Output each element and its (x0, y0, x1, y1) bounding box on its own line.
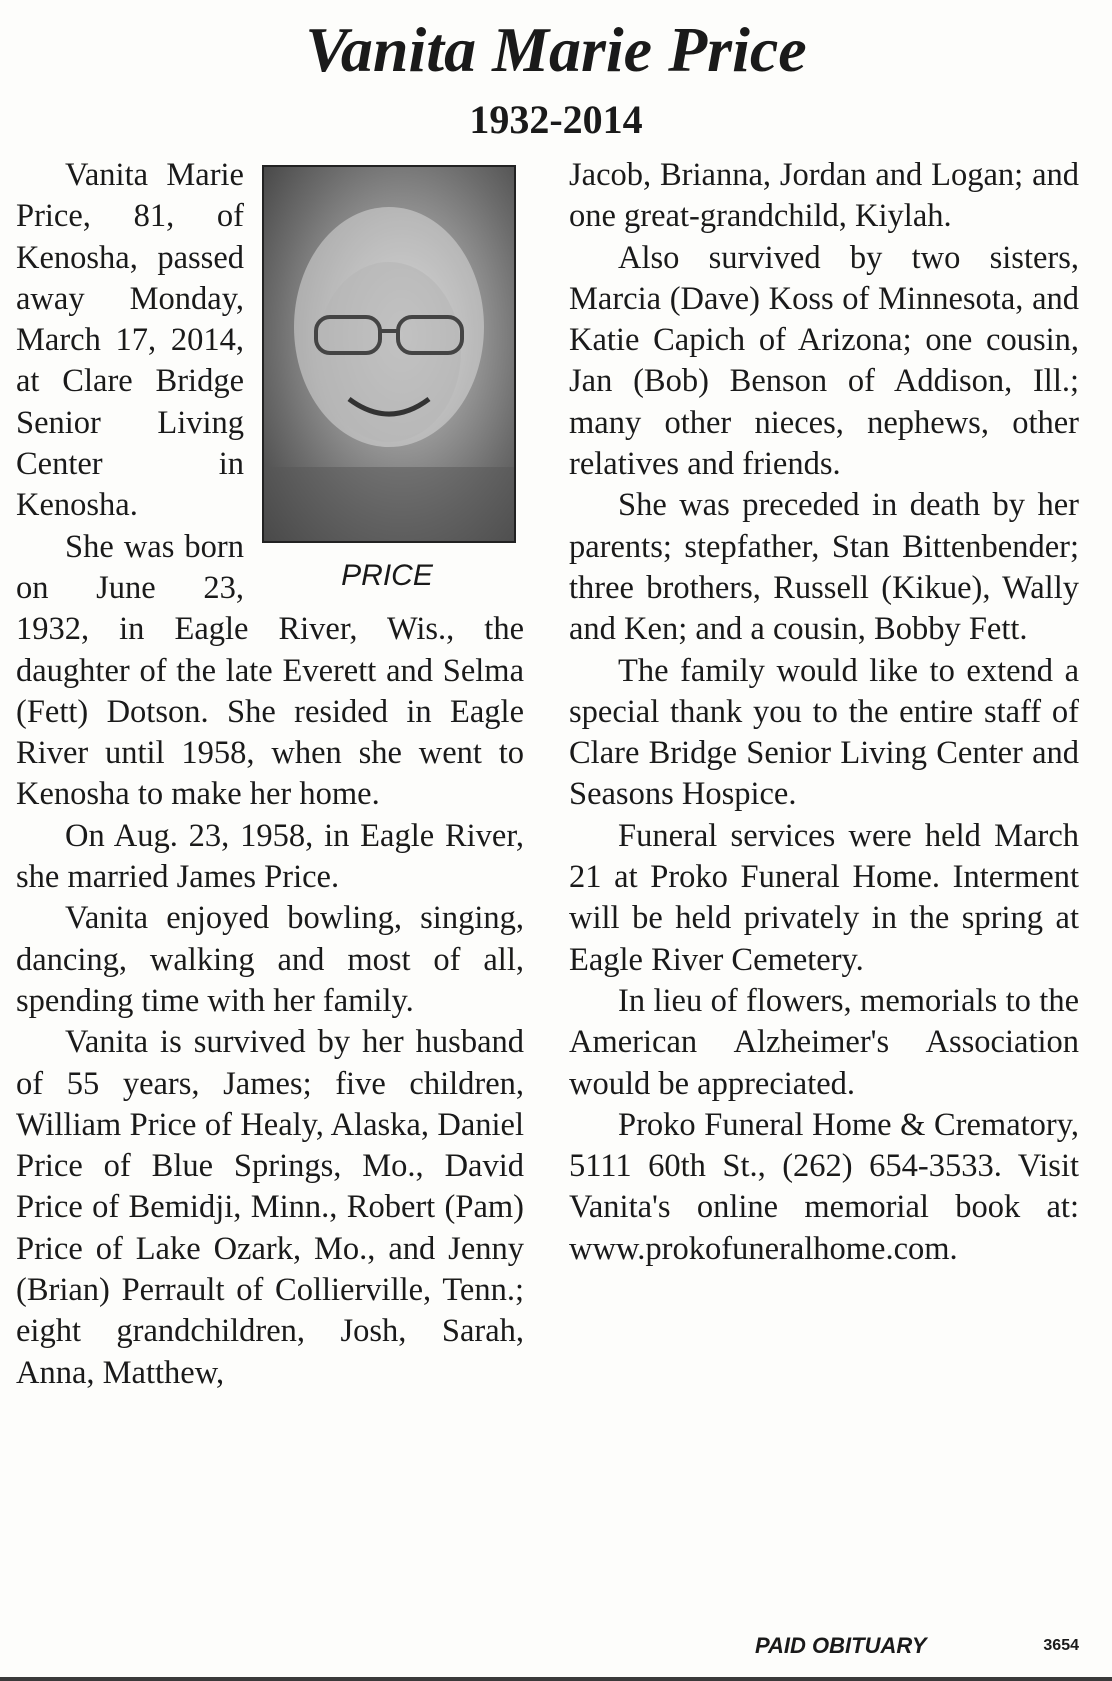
paragraph-marriage: On Aug. 23, 1958, in Eagle River, she married James Price. (16, 817, 524, 896)
paragraph-services: Funeral services were held March 21 at Proko Funeral Home. Interment will be held privately in the spring at Eagle River Cemetery. (569, 817, 1079, 978)
paragraph-survivors-continued: Jacob, Brianna, Jordan and Logan; and one great-grandchild, Kiylah. (569, 157, 1079, 235)
portrait-caption: PRICE (341, 559, 433, 592)
paragraph-intro: Vanita Marie Price, 81, of Kenosha, passed away Monday, March 17, 2014, at Clare Bridge Senior Living Center in Kenosha. (16, 157, 244, 524)
obituary-footer (569, 1633, 1079, 1669)
bottom-rule (0, 1677, 1112, 1681)
left-column (16, 155, 524, 1394)
paragraph-hobbies: Vanita enjoyed bowling, singing, dancing, walking and most of all, spending time with her family. (16, 900, 524, 1019)
paragraph-preceded: She was preceded in death by her parents; stepfather, Stan Bittenbender; three brothers, Russell (Kikue), Wally and Ken; and a cousin, Bobby Fett. (569, 487, 1079, 648)
portrait-photo (262, 165, 516, 543)
paragraph-funeral-home: Proko Funeral Home & Crematory, 5111 60th St., (262) 654-3533. Visit Vanita's online memorial book at: www.prokofuneralhome.com. (569, 1106, 1079, 1267)
paid-obituary-label: PAID OBITUARY (755, 1633, 927, 1658)
paragraph-memorials: In lieu of flowers, memorials to the American Alzheimer's Association would be appreciated. (569, 982, 1079, 1102)
portrait-figure (262, 165, 524, 592)
paragraph-siblings: Also survived by two sisters, Marcia (Dave) Koss of Minnesota, and Katie Capich of Arizona; one cousin, Jan (Bob) Benson of Addison, Ill.; many other nieces, nephews, other relatives and friends. (569, 239, 1079, 483)
paragraph-survivors: Vanita is survived by her husband of 55 years, James; five children, William Price of Healy, Alaska, Daniel Price of Blue Springs, Mo., David Price of Bemidji, Minn., Robert (Pam) Price of Lake Ozark, Mo., and Jenny (Brian) Perrault of Collierville, Tenn.; eight grandchildren, Josh, Sarah, Anna, Matthew, (16, 1024, 524, 1391)
obituary-title: Vanita Marie Price (305, 14, 807, 85)
ad-code: 3654 (1043, 1637, 1079, 1654)
paragraph-birth: She was born on June 23, 1932, in Eagle River, Wis., the daughter of the late Everett and Selma (Fett) Dotson. She resided in Eagle River until 1958, when she went to Kenosha to make her home. (16, 528, 524, 813)
paragraph-thanks: The family would like to extend a special thank you to the entire staff of Clare Bridge Senior Living Center and Seasons Hospice. (569, 652, 1079, 813)
obituary-years: 1932-2014 (469, 97, 643, 142)
right-column (569, 155, 1079, 1270)
